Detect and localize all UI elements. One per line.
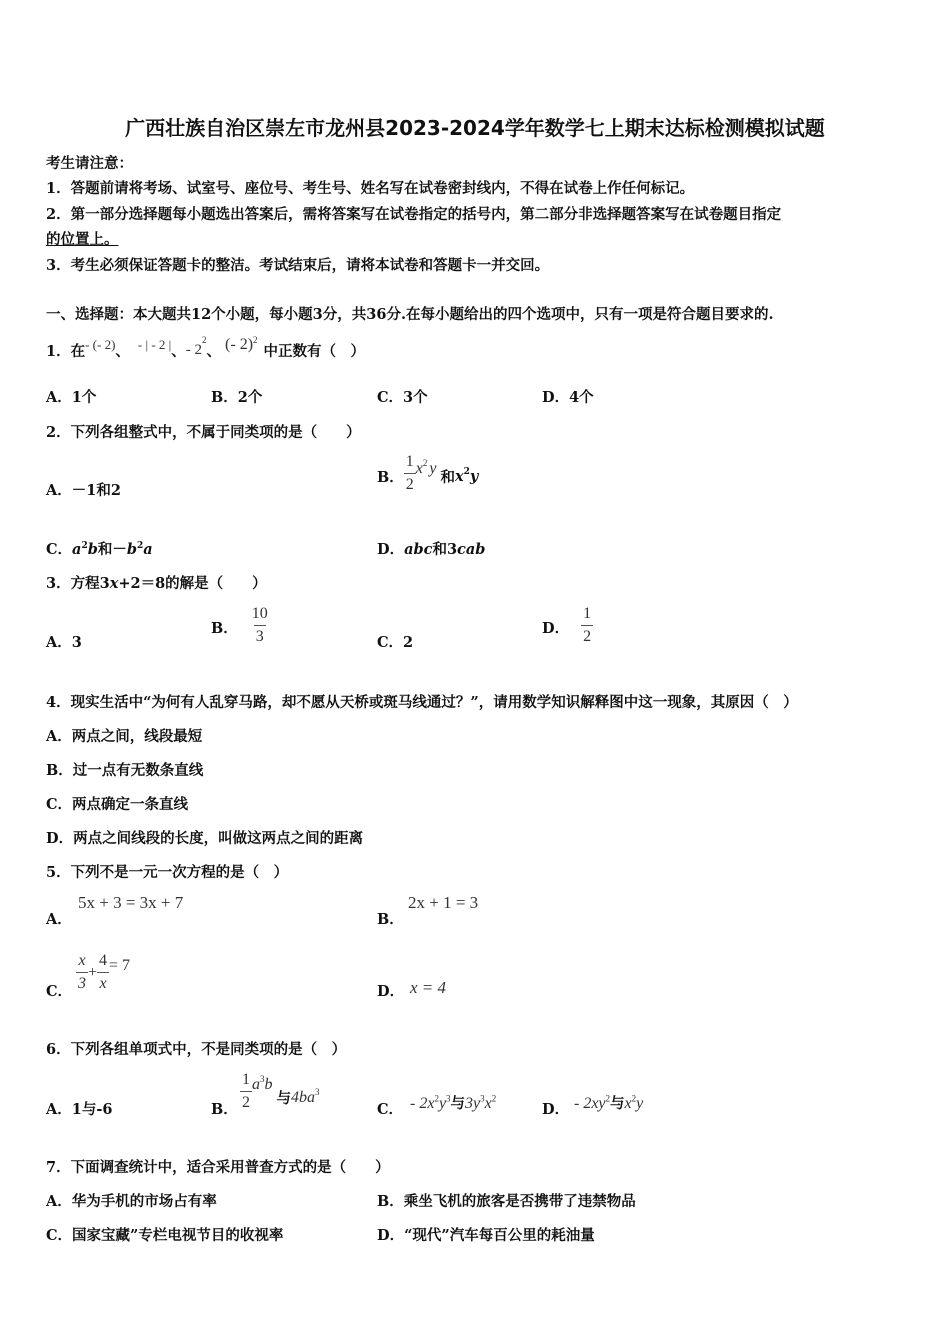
q6-c-expr (410, 1092, 496, 1113)
q1-sep3: 、 (206, 343, 222, 360)
q2-b-den: 2 (404, 473, 416, 493)
q6-b-den: 2 (240, 1091, 252, 1111)
q2-c-a2: a (143, 541, 153, 558)
section-heading: 一、选择题：本大题共12个小题，每小题3分，共36分.在每小题给出的四个选项中，只有一项是符合题目要求的. (46, 306, 774, 323)
q1-option-c: C．3个 (377, 389, 428, 406)
notice-item-2: 2．第一部分选择题每小题选出答案后，需将答案写在试卷指定的括号内，第二部分非选择题答案写在试卷题目指定 (46, 206, 782, 223)
q3-b-label: B． (211, 620, 238, 637)
q1-expr4: (- 2) (225, 336, 254, 353)
q2-b-and: 和 (440, 469, 455, 486)
question-6: 6．下列各组单项式中，不是同类项的是（ ） (46, 1041, 347, 1058)
q5-c-eq: = 7 (109, 956, 131, 974)
q3-stem-x: x (109, 575, 119, 592)
q3-option-c: C．2 (377, 634, 414, 651)
q6-d-left: - 2xy (574, 1095, 606, 1112)
q6-b-with: 与 (276, 1090, 291, 1107)
question-4: 4．现实生活中“为何有人乱穿马路，却不愿从天桥或斑马线通过？”，请用数学知识解释图中这一现象，其原因（ ） (46, 694, 798, 711)
q6-d-with: 与 (610, 1095, 625, 1112)
q6-c-label: C． (377, 1101, 404, 1118)
q1-expr3: - 2 (185, 342, 203, 358)
q6-d-e1: 2 (605, 1093, 611, 1104)
q1-expr4-exp: 2 (253, 335, 258, 346)
q2-b-y: y (429, 459, 437, 477)
question-2: 2．下列各组整式中，不属于同类项的是（ ） (46, 424, 361, 441)
q2-d-abc: abc (404, 541, 433, 558)
question-5: 5．下列不是一元一次方程的是（ ） (46, 864, 289, 881)
q6-b-right: 4ba (291, 1088, 315, 1106)
q3-option-b (211, 606, 270, 645)
q5-b-expr: 2x + 1 = 3 (408, 893, 479, 912)
q2-c-and: 和－ (97, 541, 127, 558)
q1-option-b: B．2个 (211, 389, 263, 406)
q1-expr2: - | - 2 | (137, 337, 172, 352)
q4-option-d: D．两点之间线段的长度，叫做这两点之间的距离 (46, 830, 364, 847)
q6-c-left: - 2x (410, 1095, 435, 1112)
q2-option-c (46, 538, 153, 559)
q3-d-den: 2 (581, 625, 593, 645)
q2-b-x: x (415, 459, 423, 477)
q6-option-a: A．1与-6 (46, 1101, 113, 1118)
q2-d-and: 和3 (432, 541, 458, 558)
question-7: 7．下面调查统计中，适合采用普查方式的是（ ） (46, 1159, 390, 1176)
q5-d-label: D． (377, 983, 405, 1000)
q6-b-a: a (252, 1075, 260, 1093)
q3-stem-post: +2＝8的解是（ ） (118, 575, 267, 592)
q3-stem-pre: 3．方程3 (46, 575, 110, 592)
q1-prefix: 1．在 (46, 343, 86, 360)
q5-c-n2: 4 (99, 952, 108, 969)
q5-a-expr: 5x + 3 = 3x + 7 (78, 893, 184, 912)
q6-d-label: D． (542, 1101, 570, 1118)
q2-b-label: B． (377, 469, 404, 486)
q3-d-fraction (581, 606, 593, 645)
q5-a-label: A． (46, 911, 72, 928)
q4-option-a: A．两点之间，线段最短 (46, 728, 203, 745)
q4-option-c: C．两点确定一条直线 (46, 796, 189, 813)
q6-b-b: b (264, 1075, 273, 1093)
q6-b-expr (240, 1072, 320, 1111)
page-title: 广西壮族自治区崇左市龙州县2023-2024学年数学七上期末达标检测模拟试题 (125, 116, 825, 140)
q2-option-d (377, 538, 485, 559)
q6-c-y: y (438, 1095, 447, 1112)
q6-b-num: 1 (242, 1071, 250, 1088)
q3-d-label: D． (542, 620, 570, 637)
q3-option-d (542, 606, 593, 645)
q3-b-den: 3 (254, 625, 266, 645)
q6-b-right-exp: 3 (315, 1086, 320, 1097)
q6-b-frac (240, 1072, 252, 1111)
q2-c-b2: b (126, 541, 137, 558)
q2-c-b: b (87, 541, 98, 558)
q1-expr3-exp: 2 (202, 335, 207, 346)
notice-item-3: 3．考生必须保证答题卡的整洁。考试结束后，请将本试卷和答题卡一并交回。 (46, 257, 550, 274)
q5-c-plus: + (88, 963, 98, 981)
question-3 (46, 572, 267, 593)
q1-sep2: 、 (171, 343, 186, 360)
q2-option-b (377, 454, 478, 493)
notice-heading: 考生请注意： (46, 155, 133, 172)
q6-d-expr (574, 1092, 643, 1113)
q2-c-a: a (72, 541, 82, 558)
q7-option-c: C．国家宝藏”专栏电视节目的收视率 (46, 1227, 284, 1244)
q2-b-y2: y (469, 468, 479, 485)
q5-d-expr: x = 4 (410, 978, 447, 997)
q2-b-x2: x (454, 468, 464, 485)
q3-option-a: A．3 (46, 634, 82, 651)
q5-c-frac1 (76, 953, 88, 992)
q2-d-cab: cab (457, 541, 486, 558)
q5-c-d2: x (97, 972, 108, 992)
q2-c-exp: 2 (81, 541, 88, 552)
q2-b-exp: 2 (422, 457, 428, 468)
q6-b-exp: 3 (260, 1073, 265, 1084)
q7-option-b: B．乘坐飞机的旅客是否携带了违禁物品 (377, 1193, 636, 1210)
q6-d-y: y (636, 1095, 644, 1112)
q1-suffix: 中正数有（ ） (263, 343, 366, 360)
q6-c-with: 与 (450, 1095, 466, 1112)
notice-item-1: 1．答题前请将考场、试室号、座位号、考生号、姓名写在试卷密封线内，不得在试卷上作任何标记。 (46, 180, 695, 197)
q2-b-num: 1 (405, 453, 414, 470)
q5-b-label: B． (377, 911, 404, 928)
q2-c-label: C． (46, 541, 73, 558)
q2-c-exp2: 2 (137, 541, 144, 552)
notice-item-2-cont: 的位置上。 (46, 231, 119, 248)
q1-expr1: - (- 2) (85, 337, 116, 352)
q1-option-a: A．1个 (46, 389, 97, 406)
q6-d-e2: 2 (631, 1093, 637, 1104)
q1-option-d: D．4个 (542, 389, 594, 406)
q5-c-n1: x (78, 952, 86, 969)
q5-c-label: C． (46, 983, 73, 1000)
q2-d-label: D． (377, 541, 405, 558)
q6-b-label: B． (211, 1101, 238, 1118)
q6-d-x: x (624, 1095, 632, 1112)
q6-c-e2: 3 (446, 1093, 451, 1104)
q5-c-frac2 (97, 953, 109, 992)
q1-sep1: 、 (115, 343, 130, 360)
q5-c-d1: 3 (76, 972, 88, 992)
q2-option-a: A．－1和2 (46, 482, 121, 499)
q3-d-num: 1 (583, 605, 592, 622)
q3-b-fraction (250, 606, 270, 645)
q2-b-x2-exp: 2 (463, 466, 470, 477)
q6-c-right: 3y (465, 1095, 481, 1112)
q4-option-b: B．过一点有无数条直线 (46, 762, 204, 779)
q6-c-e4: 2 (491, 1093, 497, 1104)
q6-c-e1: 2 (434, 1093, 439, 1104)
q7-option-a: A．华为手机的市场占有率 (46, 1193, 217, 1210)
q3-b-num: 10 (251, 605, 268, 622)
q6-c-e3: 3 (480, 1093, 485, 1104)
q2-b-fraction (404, 454, 416, 493)
q5-c-expr (76, 953, 130, 992)
question-1 (46, 333, 366, 360)
q6-c-x: x (484, 1095, 492, 1112)
q7-option-d: D．“现代”汽车每百公里的耗油量 (377, 1227, 595, 1244)
